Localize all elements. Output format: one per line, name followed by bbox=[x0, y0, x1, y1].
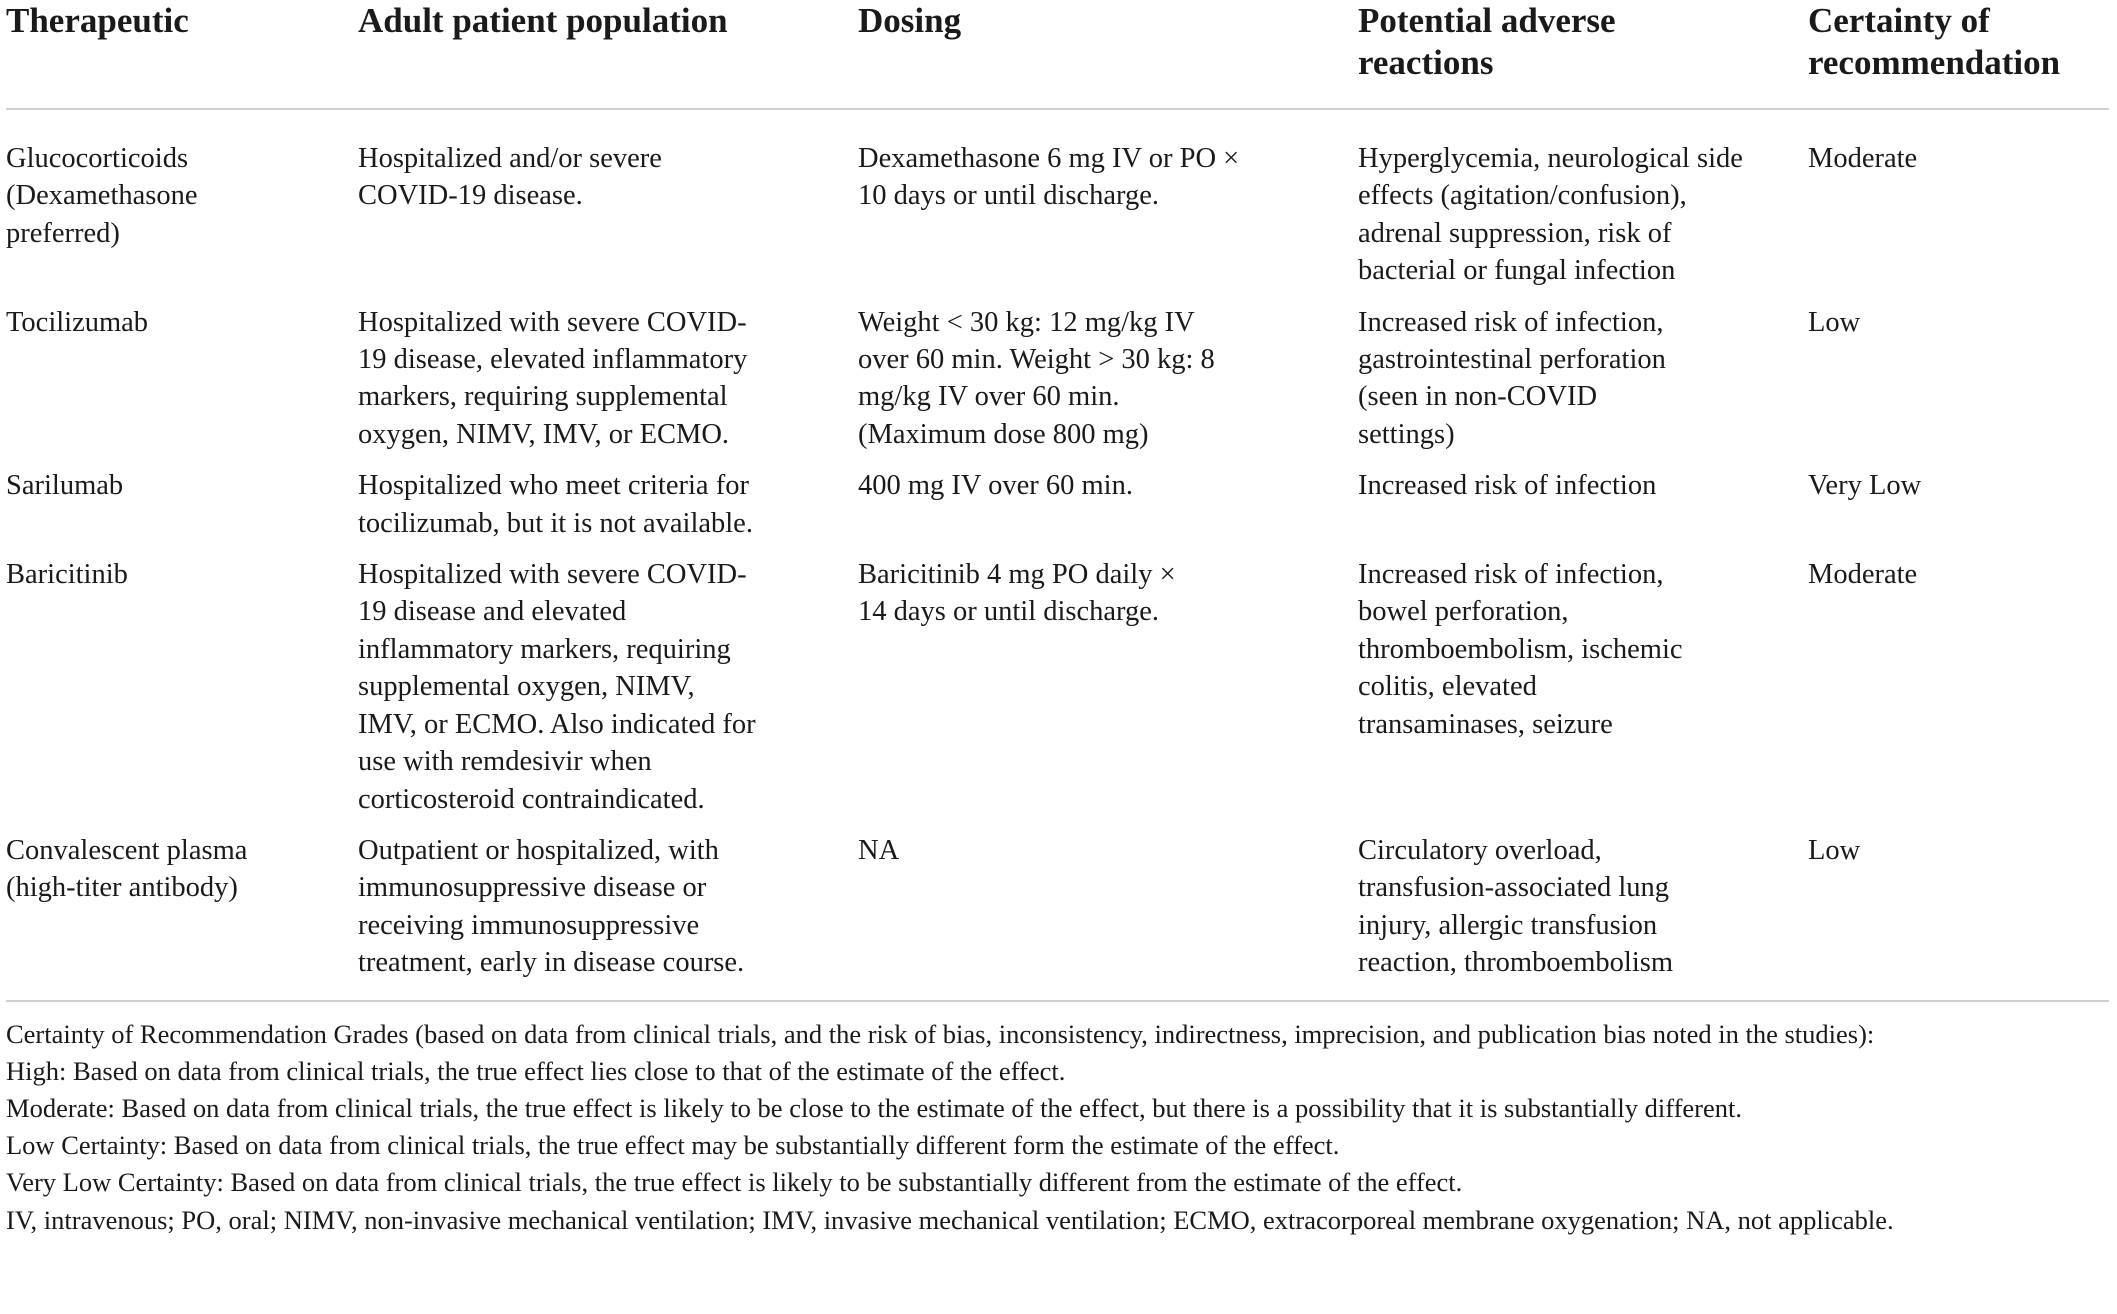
cell-adverse-reactions: Increased risk of infection, gastrointestinal perforation (seen in non-COVID settings) bbox=[1358, 306, 1666, 450]
header-adult-patient-population: Adult patient population bbox=[358, 1, 728, 40]
table-header-row bbox=[6, 0, 2109, 109]
cell-population: Hospitalized with severe COVID-19 disease and elevated inflammatory markers, requiring supplemental oxygen, NIMV, IMV, or ECMO. Also indicated for use with remdesivir when corticosteroid contraindicated. bbox=[358, 559, 756, 815]
cell-certainty: Moderate bbox=[1808, 143, 1918, 174]
footnote-certainty-grades: Certainty of Recommendation Grades (based on data from clinical trials, and the risk of bias, inconsistency, indirectness, imprecision, and publication bias noted in the studies): bbox=[6, 1018, 1875, 1049]
cell-dosing: 400 mg IV over 60 min. bbox=[858, 470, 1133, 502]
cell-population: Hospitalized who meet criteria for tocilizumab, but it is not available. bbox=[358, 470, 753, 539]
cell-certainty: Very Low bbox=[1808, 470, 1922, 502]
cell-adverse-reactions: Increased risk of infection bbox=[1358, 470, 1657, 502]
table-row bbox=[6, 832, 2109, 1000]
cell-dosing: Baricitinib 4 mg PO daily × 14 days or until discharge. bbox=[858, 559, 1176, 628]
header-dosing: Dosing bbox=[858, 1, 962, 40]
header-therapeutic: Therapeutic bbox=[6, 1, 189, 40]
therapeutics-table bbox=[6, 0, 2109, 1000]
cell-dosing: NA bbox=[858, 834, 900, 866]
cell-dosing: Weight < 30 kg: 12 mg/kg IV over 60 min. Weight > 30 kg: 8 mg/kg IV over 60 min. (Maximum dose 800 mg) bbox=[858, 306, 1215, 450]
table-footnotes bbox=[6, 1002, 2109, 1239]
cell-therapeutic: Sarilumab bbox=[6, 470, 124, 502]
cell-certainty: Moderate bbox=[1808, 559, 1918, 591]
header-certainty-of-recommendation: Certainty of recommendation bbox=[1808, 1, 2061, 82]
cell-dosing: Dexamethasone 6 mg IV or PO × 10 days or until discharge. bbox=[858, 143, 1240, 212]
footnote-low-certainty: Low Certainty: Based on data from clinical trials, the true effect may be substantially different form the estimate of the effect. bbox=[6, 1130, 1340, 1161]
cell-certainty: Low bbox=[1808, 834, 1861, 866]
cell-therapeutic: Glucocorticoids (Dexamethasone preferred) bbox=[6, 143, 198, 249]
table-row bbox=[6, 467, 2109, 556]
cell-adverse-reactions: Hyperglycemia, neurological side effects (agitation/confusion), adrenal suppression, risk of bacterial or fungal infection bbox=[1358, 143, 1743, 287]
footnote-moderate: Moderate: Based on data from clinical trials, the true effect is likely to be close to the estimate of the effect, but there is a possibility that it is substantially different. bbox=[6, 1092, 1742, 1123]
footnote-very-low-certainty: Very Low Certainty: Based on data from clinical trials, the true effect is likely to be substantially different from the estimate of the effect. bbox=[6, 1167, 1463, 1198]
table-row bbox=[6, 109, 2109, 304]
cell-population: Hospitalized and/or severe COVID-19 disease. bbox=[358, 143, 662, 212]
cell-population: Hospitalized with severe COVID-19 disease, elevated inflammatory markers, requiring supplemental oxygen, NIMV, IMV, or ECMO. bbox=[358, 306, 748, 450]
cell-therapeutic: Convalescent plasma (high-titer antibody) bbox=[6, 834, 248, 904]
cell-adverse-reactions: Increased risk of infection, bowel perforation, thromboembolism, ischemic colitis, elevated transaminases, seizure bbox=[1358, 559, 1683, 740]
footnote-high: High: Based on data from clinical trials, the true effect lies close to that of the estimate of the effect. bbox=[6, 1055, 1066, 1086]
cell-population: Outpatient or hospitalized, with immunosuppressive disease or receiving immunosuppressive treatment, early in disease course. bbox=[358, 834, 745, 979]
cell-certainty: Low bbox=[1808, 306, 1861, 338]
table-row bbox=[6, 304, 2109, 468]
cell-therapeutic: Baricitinib bbox=[6, 559, 128, 591]
table-row bbox=[6, 556, 2109, 832]
header-potential-adverse-reactions: Potential adverse reactions bbox=[1358, 1, 1616, 82]
footnote-abbreviations: IV, intravenous; PO, oral; NIMV, non-invasive mechanical ventilation; IMV, invasive mechanical ventilation; ECMO, extracorporeal membrane oxygenation; NA, not applicable. bbox=[6, 1204, 1894, 1235]
cell-adverse-reactions: Circulatory overload, transfusion-associated lung injury, allergic transfusion reaction, thromboembolism bbox=[1358, 834, 1674, 979]
cell-therapeutic: Tocilizumab bbox=[6, 306, 149, 338]
